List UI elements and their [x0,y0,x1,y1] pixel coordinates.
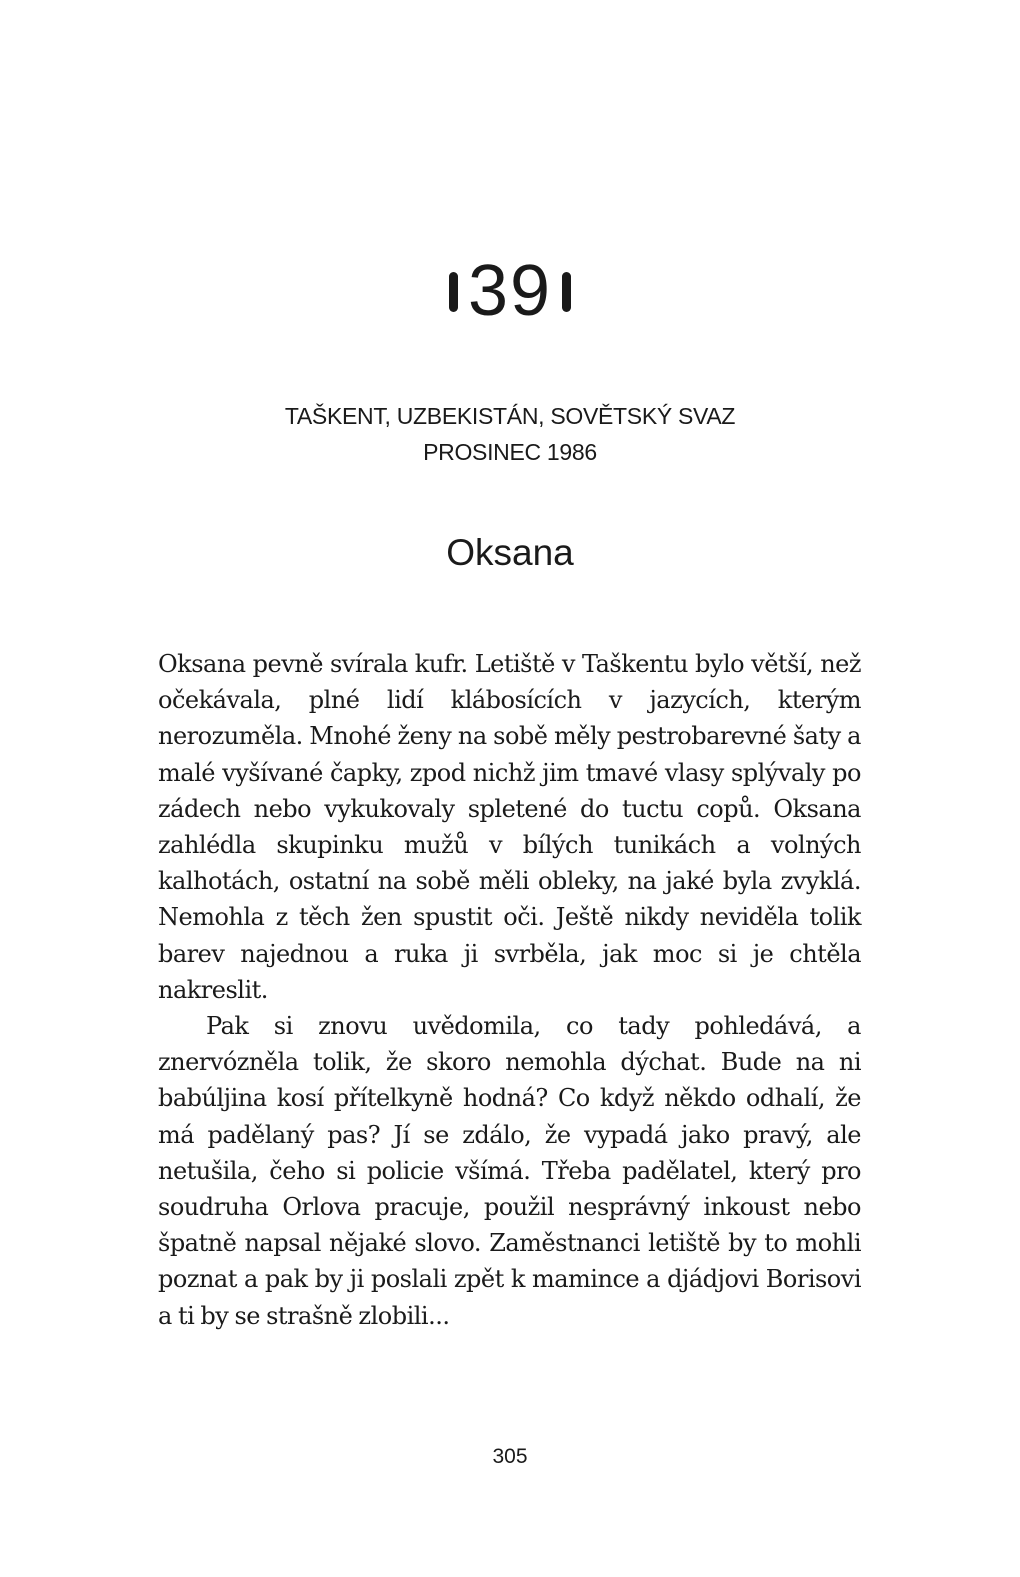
date-line: PROSINEC 1986 [423,439,597,465]
chapter-number-right-mark [562,272,571,312]
chapter-character-name: Oksana [446,532,574,573]
page-number: 305 [492,1445,528,1468]
paragraph: Pak si znovu uvědomila, co tady pohledává, a znervózněla tolik, že skoro nemohla dýchat. Bude na ni babúljina kosí přítelkyně hodná? Co když někdo odhalí, že má padělaný pas? Jí se zdálo, že vypadá jako pravý, ale netušila, čeho si policie všímá. Třeba padělatel, který pro soudruha Orlova pracuje, použil nesprávný inkoust nebo špatně napsal nějaké slovo. Zaměstnanci letiště by to mohli poznat a pak by ji poslali zpět k mamince a djádjovi Borisovi a ti by se strašně zlobili... [158,1012,861,1330]
chapter-number [0,236,1020,346]
location-line: TAŠKENT, UZBEKISTÁN, SOVĚTSKÝ SVAZ [284,403,736,429]
paragraph: Oksana pevně svírala kufr. Letiště v Taškentu bylo větší, než očekávala, plné lidí klábosících v jazycích, kterým nerozuměla. Mnohé ženy na sobě měly pestrobarevné šaty a malé vyšívané čapky, zpod nichž jim tmavé vlasy splývaly po zádech nebo vykukovaly spletené do tuctu copů. Oksana zahlédla skupinku mužů v bílých tunikách a volných kalhotách, ostatní na sobě měli obleky, na jaké byla zvyklá. Nemohla z těch žen spustit oči. Ještě nikdy neviděla tolik barev najednou a ruka ji svrběla, jak moc si je chtěla nakreslit. [158,650,861,1004]
chapter-location [0,398,1020,470]
body-text [158,646,861,1334]
chapter-number-left-mark [449,272,458,312]
chapter-number-value: 39 [467,251,553,331]
